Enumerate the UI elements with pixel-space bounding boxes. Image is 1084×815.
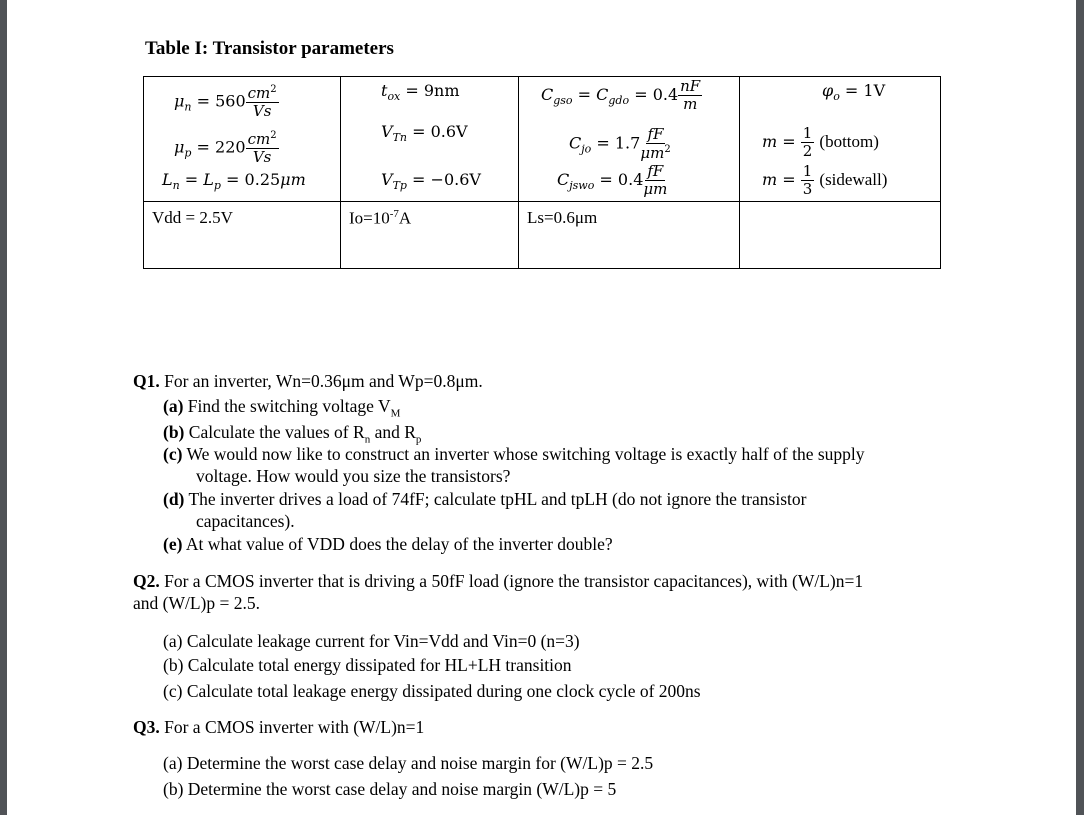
vtn-row: $V_{Tn} = 0.6V$ [381, 122, 468, 144]
q2-item-c: (c) Calculate total leakage energy dissipated during one clock cycle of 200ns [163, 681, 701, 701]
cell-capacitances [519, 77, 740, 202]
cell-io: $Io=10^{-7}A$ [341, 202, 519, 269]
tox-row: $t_{ox} = 9nm$ [381, 81, 460, 103]
cgso-row: $C_{gso} = C_{gdo} = 0.4$ $\frac{nF}{m}$ [541, 77, 701, 113]
mu-p-row: $\mu_p = 220$ $\frac{cm^2}{Vs}$ [174, 130, 277, 166]
q3-heading: Q3. For a CMOS inverter with (W/L)n=1 [133, 717, 425, 737]
q1-item-b: (b) Calculate the values of $R_n$ and $R_p$ [163, 422, 422, 446]
q1-item-d: (d) The inverter drives a load of 74fF; calculate tpHL and tpLH (do not ignore the transistor capacitances). [163, 489, 807, 531]
cell-vdd: Vdd = 2.5V [144, 202, 341, 269]
q2-item-b: (b) Calculate total energy dissipated for HL+LH transition [163, 655, 572, 675]
cell-mobility [144, 77, 341, 202]
left-window-edge [0, 0, 7, 815]
phi-row: $\varphi_o = 1V$ [822, 81, 886, 103]
m-bottom-row: m = $\frac{1}{2}$ (bottom) [762, 124, 879, 160]
cell-junction-params [740, 77, 941, 202]
ln-lp-row: $L_n = L_p = 0.25\mu m$ [162, 170, 306, 192]
transistor-parameters-table [143, 76, 941, 269]
cell-empty [740, 202, 941, 269]
vtp-row: $V_{Tp} = -0.6V$ [381, 170, 481, 192]
mu-n-row: $\mu_n = 560$ $\frac{cm^2}{Vs}$ [174, 84, 277, 120]
q2-heading: Q2. For a CMOS inverter that is driving a 50fF load (ignore the transistor capacitances), with (W/L)n=1 and (W/L)p = 2.5. [133, 571, 864, 613]
q1-item-c: (c) We would now like to construct an inverter whose switching voltage is exactly half of the supply voltage. How would you size the transistors? [163, 444, 865, 486]
q1-item-a: (a) Find the switching voltage $V_M$ [163, 396, 401, 420]
cell-ls: Ls=0.6μm [519, 202, 740, 269]
cjswo-row: $C_{jswo} = 0.4$ $\frac{fF}{\mu m}$ [557, 162, 668, 198]
right-window-edge [1076, 0, 1084, 815]
m-sidewall-row: m = $\frac{1}{3}$ (sidewall) [762, 162, 888, 198]
table-title: Table I: Transistor parameters [145, 38, 394, 59]
q3-item-b: (b) Determine the worst case delay and noise margin (W/L)p = 5 [163, 779, 617, 799]
q3-item-a: (a) Determine the worst case delay and noise margin for (W/L)p = 2.5 [163, 753, 654, 773]
cell-oxide-threshold [341, 77, 519, 202]
q1-heading: Q1. For an inverter, Wn=0.36μm and Wp=0.8μm. [133, 371, 483, 391]
cjo-row: $C_{jo} = 1.7$ $\frac{fF}{\mu m^2}$ [569, 125, 671, 162]
q1-item-e: (e) At what value of VDD does the delay of the inverter double? [163, 534, 613, 554]
q2-item-a: (a) Calculate leakage current for Vin=Vdd and Vin=0 (n=3) [163, 631, 580, 651]
